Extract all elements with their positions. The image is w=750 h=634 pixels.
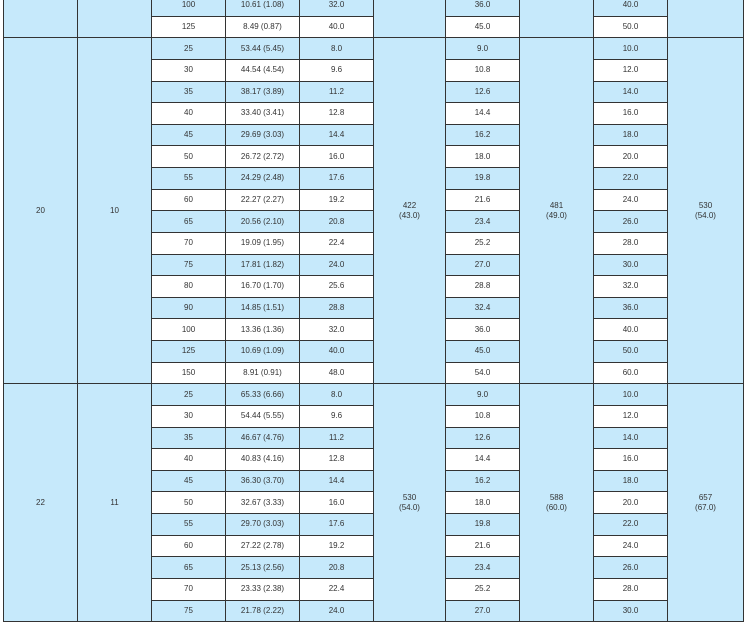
group-c-cell — [668, 38, 744, 384]
v1-cell: 8.0 — [300, 38, 374, 60]
v2-cell: 32.4 — [446, 297, 520, 319]
length-cell: 25 — [152, 38, 226, 60]
group-b-cell — [520, 0, 594, 38]
load-cell: 46.67 (4.76) — [226, 427, 300, 449]
load-cell: 54.44 (5.55) — [226, 405, 300, 427]
v3-cell: 12.0 — [594, 405, 668, 427]
load-cell: 21.78 (2.22) — [226, 600, 300, 622]
v2-cell: 18.0 — [446, 492, 520, 514]
load-cell: 16.70 (1.70) — [226, 276, 300, 298]
v2-cell: 23.4 — [446, 557, 520, 579]
sub-cell: 10 — [78, 38, 152, 384]
length-cell: 65 — [152, 211, 226, 233]
group-a-cell-paren-value: (54.0) — [399, 502, 420, 512]
load-cell: 29.69 (3.03) — [226, 124, 300, 146]
v2-cell: 10.8 — [446, 59, 520, 81]
v2-cell: 21.6 — [446, 189, 520, 211]
v2-cell: 36.0 — [446, 0, 520, 16]
load-cell: 33.40 (3.41) — [226, 103, 300, 125]
v2-cell: 45.0 — [446, 341, 520, 363]
v1-cell: 25.6 — [300, 276, 374, 298]
size-cell — [4, 0, 78, 38]
v2-cell: 10.8 — [446, 405, 520, 427]
v2-cell: 16.2 — [446, 470, 520, 492]
v3-cell: 22.0 — [594, 168, 668, 190]
load-cell: 14.85 (1.51) — [226, 297, 300, 319]
load-cell: 23.33 (2.38) — [226, 578, 300, 600]
spec-table — [3, 0, 744, 622]
load-cell: 17.81 (1.82) — [226, 254, 300, 276]
v2-cell: 19.8 — [446, 514, 520, 536]
v2-cell: 14.4 — [446, 449, 520, 471]
v3-cell: 32.0 — [594, 276, 668, 298]
v2-cell: 9.0 — [446, 38, 520, 60]
group-b-cell-value: 588 — [549, 492, 564, 502]
v1-cell: 19.2 — [300, 189, 374, 211]
group-a-cell — [374, 38, 446, 384]
v3-cell: 20.0 — [594, 492, 668, 514]
v2-cell: 18.0 — [446, 146, 520, 168]
v1-cell: 32.0 — [300, 0, 374, 16]
v2-cell: 12.6 — [446, 427, 520, 449]
v1-cell: 11.2 — [300, 81, 374, 103]
load-cell: 19.09 (1.95) — [226, 232, 300, 254]
length-cell: 45 — [152, 470, 226, 492]
length-cell: 60 — [152, 535, 226, 557]
group-b-cell-paren-value: (60.0) — [546, 502, 567, 512]
v1-cell: 19.2 — [300, 535, 374, 557]
v1-cell: 14.4 — [300, 124, 374, 146]
group-a-cell-paren-value: (43.0) — [399, 210, 420, 220]
load-cell: 29.70 (3.03) — [226, 514, 300, 536]
v2-cell: 27.0 — [446, 600, 520, 622]
length-cell: 50 — [152, 492, 226, 514]
v1-cell: 28.8 — [300, 297, 374, 319]
v2-cell: 45.0 — [446, 16, 520, 38]
length-cell: 30 — [152, 59, 226, 81]
group-a-cell-value: 530 — [402, 492, 417, 502]
group-c-cell-paren-value: (67.0) — [695, 502, 716, 512]
length-cell: 100 — [152, 319, 226, 341]
length-cell: 75 — [152, 600, 226, 622]
v3-cell: 40.0 — [594, 0, 668, 16]
v1-cell: 12.8 — [300, 449, 374, 471]
load-cell: 10.69 (1.09) — [226, 341, 300, 363]
v1-cell: 40.0 — [300, 341, 374, 363]
load-cell: 53.44 (5.45) — [226, 38, 300, 60]
length-cell: 70 — [152, 232, 226, 254]
v2-cell: 36.0 — [446, 319, 520, 341]
size-cell: 22 — [4, 384, 78, 622]
length-cell: 70 — [152, 578, 226, 600]
group-a-cell — [374, 0, 446, 38]
v3-cell: 60.0 — [594, 362, 668, 384]
v1-cell: 24.0 — [300, 254, 374, 276]
length-cell: 125 — [152, 341, 226, 363]
v3-cell: 26.0 — [594, 557, 668, 579]
table-row — [4, 0, 744, 16]
load-cell: 10.61 (1.08) — [226, 0, 300, 16]
length-cell: 75 — [152, 254, 226, 276]
v3-cell: 36.0 — [594, 297, 668, 319]
v2-cell: 25.2 — [446, 232, 520, 254]
load-cell: 36.30 (3.70) — [226, 470, 300, 492]
v3-cell: 10.0 — [594, 38, 668, 60]
v3-cell: 30.0 — [594, 600, 668, 622]
load-cell: 65.33 (6.66) — [226, 384, 300, 406]
sub-cell — [78, 0, 152, 38]
v3-cell: 14.0 — [594, 81, 668, 103]
table-row — [4, 384, 744, 406]
length-cell: 65 — [152, 557, 226, 579]
v1-cell: 11.2 — [300, 427, 374, 449]
v3-cell: 12.0 — [594, 59, 668, 81]
v3-cell: 26.0 — [594, 211, 668, 233]
length-cell: 150 — [152, 362, 226, 384]
v2-cell: 12.6 — [446, 81, 520, 103]
length-cell: 30 — [152, 405, 226, 427]
v2-cell: 23.4 — [446, 211, 520, 233]
load-cell: 32.67 (3.33) — [226, 492, 300, 514]
load-cell: 22.27 (2.27) — [226, 189, 300, 211]
v3-cell: 50.0 — [594, 341, 668, 363]
length-cell: 40 — [152, 103, 226, 125]
v3-cell: 10.0 — [594, 384, 668, 406]
length-cell: 35 — [152, 427, 226, 449]
v1-cell: 20.8 — [300, 211, 374, 233]
v3-cell: 28.0 — [594, 578, 668, 600]
group-c-cell-value: 530 — [698, 200, 713, 210]
length-cell: 25 — [152, 384, 226, 406]
v3-cell: 14.0 — [594, 427, 668, 449]
v2-cell: 27.0 — [446, 254, 520, 276]
load-cell: 44.54 (4.54) — [226, 59, 300, 81]
length-cell: 90 — [152, 297, 226, 319]
v2-cell: 19.8 — [446, 168, 520, 190]
length-cell: 80 — [152, 276, 226, 298]
v2-cell: 28.8 — [446, 276, 520, 298]
v3-cell: 22.0 — [594, 514, 668, 536]
load-cell: 26.72 (2.72) — [226, 146, 300, 168]
length-cell: 60 — [152, 189, 226, 211]
length-cell: 45 — [152, 124, 226, 146]
load-cell: 8.91 (0.91) — [226, 362, 300, 384]
v1-cell: 12.8 — [300, 103, 374, 125]
v1-cell: 9.6 — [300, 405, 374, 427]
length-cell: 35 — [152, 81, 226, 103]
v3-cell: 40.0 — [594, 319, 668, 341]
v2-cell: 16.2 — [446, 124, 520, 146]
v1-cell: 8.0 — [300, 384, 374, 406]
group-a-cell — [374, 384, 446, 622]
v1-cell: 20.8 — [300, 557, 374, 579]
load-cell: 13.36 (1.36) — [226, 319, 300, 341]
v3-cell: 20.0 — [594, 146, 668, 168]
v1-cell: 17.6 — [300, 514, 374, 536]
v1-cell: 32.0 — [300, 319, 374, 341]
load-cell: 24.29 (2.48) — [226, 168, 300, 190]
group-b-cell — [520, 38, 594, 384]
v3-cell: 28.0 — [594, 232, 668, 254]
v1-cell: 22.4 — [300, 232, 374, 254]
v3-cell: 30.0 — [594, 254, 668, 276]
v3-cell: 16.0 — [594, 103, 668, 125]
v1-cell: 16.0 — [300, 492, 374, 514]
v1-cell: 22.4 — [300, 578, 374, 600]
v2-cell: 9.0 — [446, 384, 520, 406]
v1-cell: 9.6 — [300, 59, 374, 81]
length-cell: 125 — [152, 16, 226, 38]
load-cell: 38.17 (3.89) — [226, 81, 300, 103]
v2-cell: 21.6 — [446, 535, 520, 557]
v1-cell: 14.4 — [300, 470, 374, 492]
v1-cell: 17.6 — [300, 168, 374, 190]
v1-cell: 40.0 — [300, 16, 374, 38]
v3-cell: 16.0 — [594, 449, 668, 471]
group-c-cell-paren-value: (54.0) — [695, 210, 716, 220]
v1-cell: 24.0 — [300, 600, 374, 622]
group-b-cell-value: 481 — [549, 200, 564, 210]
group-b-cell-paren-value: (49.0) — [546, 210, 567, 220]
group-c-cell — [668, 384, 744, 622]
v3-cell: 50.0 — [594, 16, 668, 38]
sub-cell: 11 — [78, 384, 152, 622]
table-row — [4, 38, 744, 60]
v3-cell: 18.0 — [594, 124, 668, 146]
v3-cell: 24.0 — [594, 535, 668, 557]
group-a-cell-value: 422 — [402, 200, 417, 210]
load-cell: 20.56 (2.10) — [226, 211, 300, 233]
v3-cell: 18.0 — [594, 470, 668, 492]
group-c-cell — [668, 0, 744, 38]
group-b-cell — [520, 384, 594, 622]
group-c-cell-value: 657 — [698, 492, 713, 502]
load-cell: 27.22 (2.78) — [226, 535, 300, 557]
length-cell: 55 — [152, 168, 226, 190]
table-body — [4, 0, 744, 622]
load-cell: 25.13 (2.56) — [226, 557, 300, 579]
v2-cell: 25.2 — [446, 578, 520, 600]
length-cell: 100 — [152, 0, 226, 16]
v1-cell: 16.0 — [300, 146, 374, 168]
v2-cell: 54.0 — [446, 362, 520, 384]
length-cell: 50 — [152, 146, 226, 168]
v2-cell: 14.4 — [446, 103, 520, 125]
length-cell: 55 — [152, 514, 226, 536]
v3-cell: 24.0 — [594, 189, 668, 211]
v1-cell: 48.0 — [300, 362, 374, 384]
load-cell: 40.83 (4.16) — [226, 449, 300, 471]
size-cell: 20 — [4, 38, 78, 384]
length-cell: 40 — [152, 449, 226, 471]
load-cell: 8.49 (0.87) — [226, 16, 300, 38]
